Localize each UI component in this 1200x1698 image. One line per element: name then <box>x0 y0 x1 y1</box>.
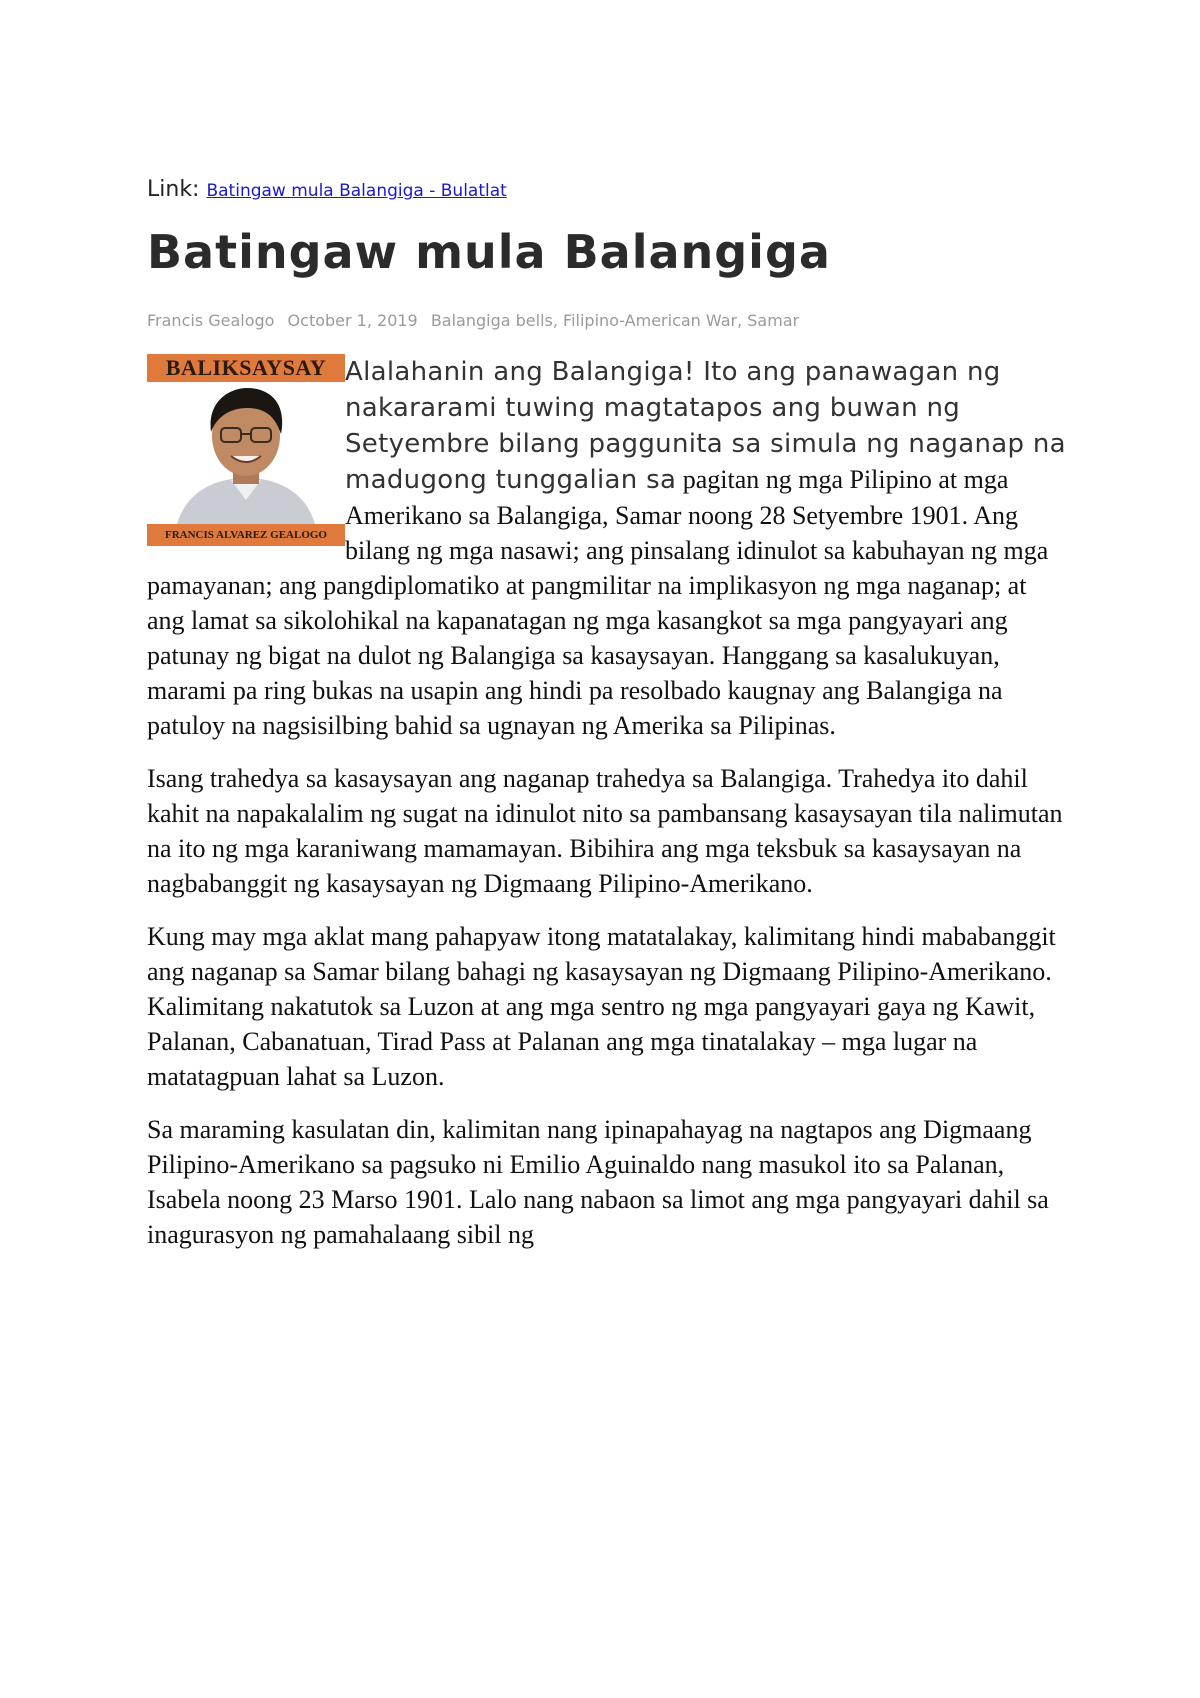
portrait-caption: FRANCIS ALVAREZ GEALOGO <box>147 524 345 546</box>
portrait-photo <box>147 382 345 524</box>
meta-date[interactable]: October 1, 2019 <box>287 311 418 330</box>
document-page <box>147 175 1067 1270</box>
intro-serif-run: pagitan ng mga Pilipino at mga Amerikano sa Balangiga, Samar noong 28 Setyembre 1901. Ang bilang ng mga nasawi; ang pinsalang idinulot sa kabuhayan ng mga pamayanan; ang pangdiplomatiko at pangmilitar na implikasyon ng mga naganap; at ang lamat sa sikolohikal na kapanatagan ng mga kasangkot sa mga pangyayari ang patunay ng bigat na dulot ng Balangiga sa kasaysayan. Hanggang sa kasalukuyan, marami pa ring bukas na usapin ang hindi pa resolbado kaugnay ang Balangiga na patuloy na nagsisilbing bahid sa ugnayan ng Amerika sa Pilipinas. <box>147 465 1049 740</box>
body-paragraph-3: Sa maraming kasulatan din, kalimitan nang ipinapahayag na nagtapos ang Digmaang Pilipino-Amerikano sa pagsuko ni Emilio Aguinaldo nang masukol ito sa Palanan, Isabela noong 23 Marso 1901. Lalo nang nabaon sa limot ang mga pangyayari dahil sa inagurasyon ng pamahalaang sibil ng <box>147 1115 1049 1249</box>
body-paragraph-2: Kung may mga aklat mang pahapyaw itong matatalakay, kalimitang hindi mababanggit ang naganap sa Samar bilang bahagi ng kasaysayan ng Digmaang Pilipino-Amerikano. Kalimitang nakatutok sa Luzon at ang mga sentro ng mga pangyayari gaya ng Kawit, Palanan, Cabanatuan, Tirad Pass at Palanan ang mga tinatalakay – mga lugar na matatagpuan lahat sa Luzon. <box>147 922 1056 1091</box>
portrait-banner: BALIKSAYSAY <box>147 354 345 382</box>
intro-sans-run: Alalahanin ang Balangiga! Ito ang panawagan ng nakararami tuwing magtatapos ang buwan ng Setyembre bilang paggunita sa simula ng naganap na madugong tunggalian sa <box>345 357 1066 495</box>
intro-paragraph <box>147 354 1067 743</box>
body-paragraph-1: Isang trahedya sa kasaysayan ang naganap trahedya sa Balangiga. Trahedya ito dahil kahit na napakalalim ng sugat na idinulot nito sa pambansang kasaysayan tila nalimutan na ito ng mga karaniwang mamamayan. Bibihira ang mga teksbuk sa kasaysayan na nagbabanggit ng kasaysayan ng Digmaang Pilipino-Amerikano. <box>147 764 1063 898</box>
meta-tags[interactable]: Balangiga bells, Filipino-American War, Samar <box>430 311 800 330</box>
article-meta <box>147 310 1067 332</box>
author-portrait-image <box>147 354 345 546</box>
article-title: Batingaw mula Balangiga <box>147 225 831 279</box>
meta-author[interactable]: Francis Gealogo <box>147 311 275 330</box>
source-link-line <box>147 175 1067 206</box>
link-label: Link: <box>147 177 200 202</box>
source-link[interactable]: Batingaw mula Balangiga - Bulatlat <box>206 181 507 201</box>
